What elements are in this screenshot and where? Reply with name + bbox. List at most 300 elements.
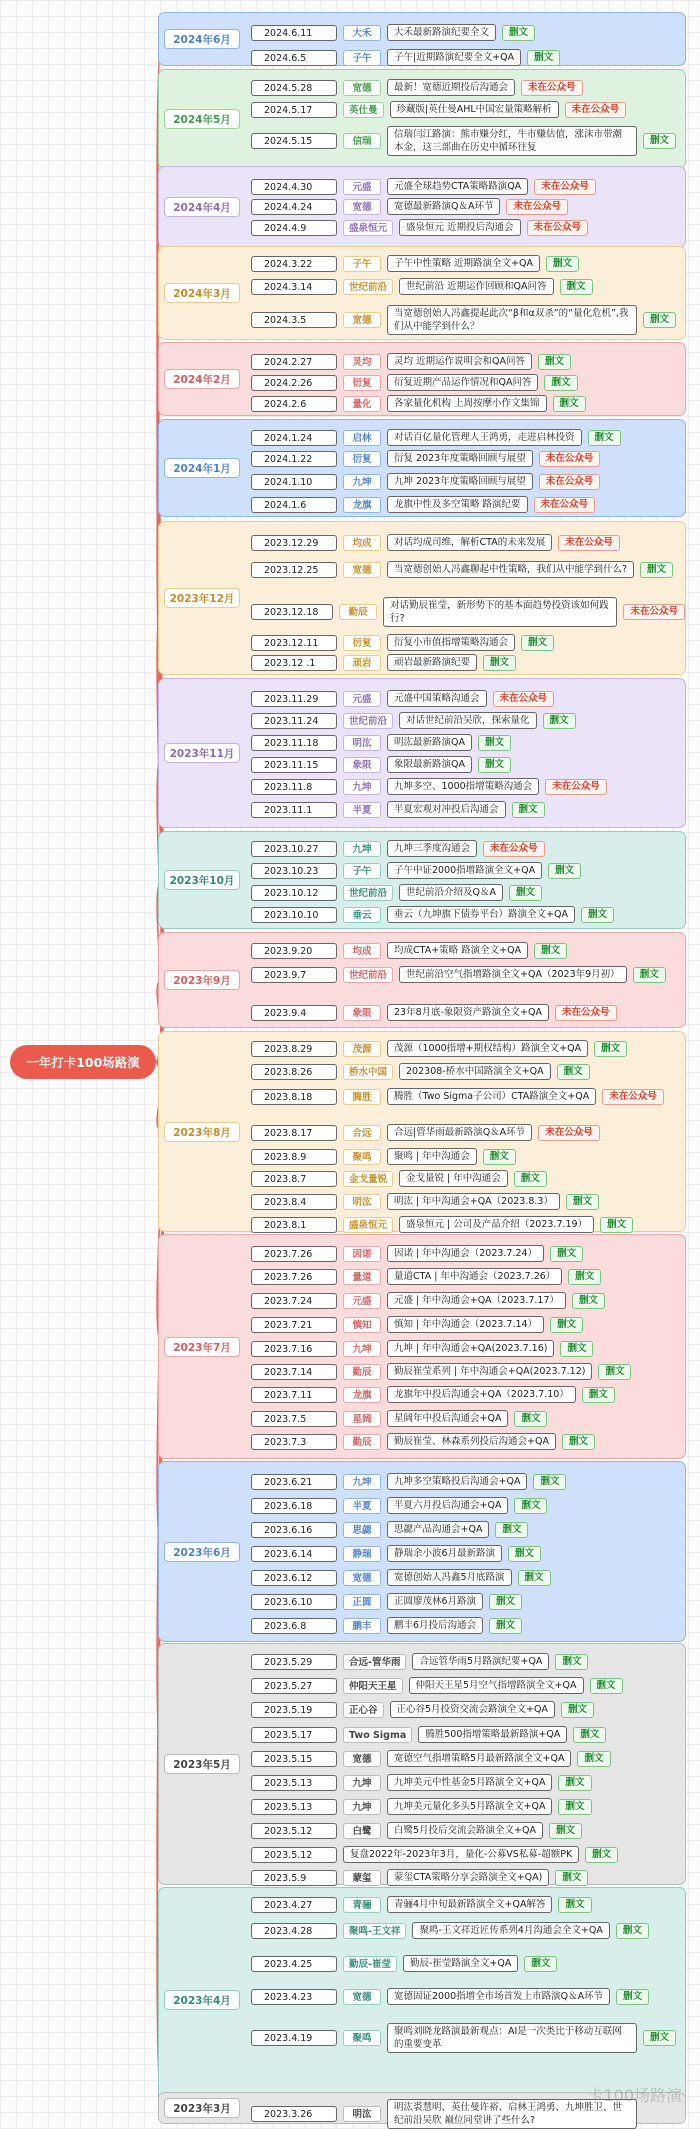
- roadshow-entry[interactable]: [251, 1193, 599, 1210]
- firm-tag: 子午: [343, 863, 381, 879]
- entry-date: 2023.8.29: [251, 1041, 337, 1057]
- entry-title[interactable]: 衍复小市值指增策略沟通会: [387, 634, 515, 651]
- month-label[interactable]: 2023年8月: [164, 1122, 240, 1142]
- entry-title[interactable]: 复盘2022年-2023年3月，量化-公募VS私募-超额PK: [343, 1846, 579, 1863]
- entry-title[interactable]: 九坤美元量化多头5月路演全文+QA: [387, 1798, 552, 1815]
- entry-date: 2024.5.28: [251, 80, 337, 96]
- entry-title[interactable]: 衍复近期产品运作情况和QA问答: [387, 374, 538, 391]
- entry-title[interactable]: 宽德固证2000指增全市场首发上市路演Q＆A环节: [387, 1988, 610, 2005]
- entry-date: 2023.5.27: [251, 1678, 337, 1694]
- entry-title[interactable]: 勤辰崔莹、林森系列投后沟通会+QA: [387, 1433, 556, 1450]
- entry-title[interactable]: 衍复 2023年度策略回顾与展望: [387, 450, 533, 467]
- entry-title[interactable]: 聚鸣-王文祥近匠传系列4月沟通会全文+QA: [412, 1922, 609, 1939]
- month-label[interactable]: 2023年7月: [164, 1337, 240, 1357]
- status-badge: 删文: [489, 1618, 522, 1634]
- entry-date: 2024.2.26: [251, 375, 337, 391]
- roadshow-entry[interactable]: [251, 634, 554, 651]
- month-label[interactable]: 2023年12月: [164, 588, 240, 608]
- entry-date: 2023.7.3: [251, 1434, 337, 1450]
- entry-date: 2023.7.26: [251, 1269, 337, 1285]
- firm-tag: 信瑞: [343, 133, 381, 149]
- roadshow-entry[interactable]: [251, 429, 621, 446]
- firm-tag: 垂云: [343, 907, 381, 923]
- roadshow-entry[interactable]: [251, 778, 607, 795]
- firm-tag: 世纪前沿: [343, 885, 393, 901]
- entry-title[interactable]: 大禾最新路演纪要全文: [387, 24, 496, 41]
- status-badge: 删文: [495, 1522, 528, 1538]
- status-badge: 删文: [555, 1870, 588, 1886]
- entry-date: 2023.8.1: [251, 1217, 337, 1233]
- status-badge: 删文: [598, 1364, 631, 1380]
- entry-date: 2024.1.6: [251, 497, 337, 513]
- month-group: [158, 932, 686, 1028]
- entry-date: 2024.3.5: [251, 312, 337, 328]
- firm-tag: 盛泉恒元: [343, 1217, 393, 1233]
- entry-date: 2024.3.22: [251, 256, 337, 272]
- entry-date: 2023.6.10: [251, 1594, 337, 1610]
- entry-date: 2023.12.18: [251, 604, 333, 620]
- status-badge: 删文: [549, 1823, 582, 1839]
- entry-title[interactable]: 腾胜500指增策略最新路演+QA: [418, 1726, 567, 1743]
- status-badge: 删文: [548, 863, 581, 879]
- entry-title[interactable]: 对话百亿量化管理人王鸿勇，走进启林投资: [387, 429, 582, 446]
- entry-date: 2023.12.11: [251, 635, 337, 651]
- entry-date: 2024.2.27: [251, 354, 337, 370]
- entry-date: 2023.5.13: [251, 1775, 337, 1791]
- firm-tag: 衍复: [343, 635, 381, 651]
- roadshow-entry[interactable]: [251, 395, 586, 412]
- month-label[interactable]: 2023年5月: [164, 1754, 240, 1774]
- status-badge: 删文: [508, 1546, 541, 1562]
- roadshow-entry[interactable]: [251, 496, 595, 513]
- status-badge: 未在公众号: [539, 474, 601, 490]
- entry-title[interactable]: 元盛全球趋势CTA策略路演QA: [387, 178, 528, 195]
- roadshow-entry[interactable]: [251, 1896, 592, 1913]
- entry-title[interactable]: 勤辰-崔莹路演全文+QA: [403, 1955, 518, 1972]
- entry-title[interactable]: 正圆廖茂林6月路演: [387, 1593, 483, 1610]
- entry-title[interactable]: 慎知 | 年中沟通会（2023.7.14）: [387, 1316, 544, 1333]
- entry-title[interactable]: 九坤多空、1000指增策略沟通会: [387, 778, 539, 795]
- entry-title[interactable]: 世纪前沿空气指增路演全文+QA（2023年9月初）: [399, 966, 627, 983]
- entry-date: 2023.8.18: [251, 1089, 337, 1105]
- firm-tag: 因诺: [343, 1246, 381, 1262]
- roadshow-entry[interactable]: [251, 597, 685, 627]
- entry-date: 2023.3.26: [251, 2106, 337, 2122]
- entry-title[interactable]: 对话勤辰崔莹，新形势下的基本面趋势投资该如何践行?: [383, 597, 617, 627]
- status-badge: 未在公众号: [555, 1005, 617, 1021]
- entry-date: 2023.12.29: [251, 535, 337, 551]
- roadshow-entry[interactable]: [251, 79, 583, 96]
- entry-title[interactable]: 合远|管华雨最新路演Q＆A环节: [387, 1124, 532, 1141]
- entry-title[interactable]: 当宽德创始人冯鑫聊起中性策略，我们从中能学到什么?: [387, 561, 634, 578]
- firm-tag: 灵均: [343, 354, 381, 370]
- status-badge: 删文: [616, 1923, 649, 1939]
- firm-tag: 金戈量锐: [343, 1171, 393, 1187]
- entry-title[interactable]: 元盛 | 年中沟通会+QA（2023.7.17）: [387, 1292, 566, 1309]
- firm-tag: 白鹭: [343, 1823, 381, 1839]
- entry-date: 2023.8.4: [251, 1194, 337, 1210]
- roadshow-entry[interactable]: [251, 862, 581, 879]
- firm-tag: 蒙玺: [343, 1870, 381, 1886]
- status-badge: 未在公众号: [493, 691, 555, 707]
- entry-title[interactable]: 盛泉恒元 | 公司及产品介绍（2023.7.19）: [399, 1216, 594, 1233]
- entry-title[interactable]: 半夏六月投后沟通会+QA: [387, 1497, 508, 1514]
- roadshow-entry[interactable]: [251, 1170, 547, 1187]
- entry-date: 2024.5.17: [251, 102, 337, 118]
- entry-title[interactable]: 量道CTA | 年中沟通会（2023.7.26）: [387, 1268, 562, 1285]
- entry-title[interactable]: 星阔年中投后沟通会+QA: [387, 1410, 508, 1427]
- entry-title[interactable]: 勤辰崔莹系列 | 年中沟通会+QA(2023.7.12): [387, 1363, 592, 1380]
- entry-date: 2024.4.30: [251, 179, 337, 195]
- entry-date: 2023.9.20: [251, 943, 337, 959]
- entry-date: 2023.11.1: [251, 802, 337, 818]
- roadshow-entry[interactable]: [251, 2099, 637, 2129]
- roadshow-entry[interactable]: [251, 1701, 594, 1718]
- entry-title[interactable]: 珍藏版|英仕曼AHL中国宏量策略解析: [390, 101, 559, 118]
- entry-date: 2023.10.27: [251, 841, 337, 857]
- entry-title[interactable]: 对话世纪前沿吴欣，探索量化: [399, 712, 537, 729]
- roadshow-entry[interactable]: [251, 1245, 583, 1262]
- status-badge: 未在公众号: [538, 1125, 600, 1141]
- entry-date: 2023.7.5: [251, 1411, 337, 1427]
- month-label[interactable]: 2023年9月: [164, 970, 240, 990]
- entry-title[interactable]: 子午中性策略 近期路演全文+QA: [387, 255, 540, 272]
- roadshow-entry[interactable]: [251, 374, 578, 391]
- entry-date: 2023.7.16: [251, 1341, 337, 1357]
- roadshow-entry[interactable]: [251, 840, 545, 857]
- roadshow-entry[interactable]: [251, 1922, 649, 1939]
- entry-title[interactable]: 均成CTA+策略 路演全文+QA: [387, 942, 528, 959]
- status-badge: 删文: [533, 1474, 566, 1490]
- roadshow-entry[interactable]: [251, 450, 600, 467]
- entry-title[interactable]: 蒙玺CTA策略分享会路演全文+QA): [387, 1869, 549, 1886]
- entry-title[interactable]: 聚鸣 | 年中沟通会: [387, 1148, 477, 1165]
- firm-tag: Two Sigma: [343, 1727, 412, 1743]
- roadshow-entry[interactable]: [251, 734, 511, 751]
- roadshow-entry[interactable]: [251, 906, 614, 923]
- roadshow-entry[interactable]: [251, 101, 626, 118]
- status-badge: 删文: [555, 1654, 588, 1670]
- roadshow-entry[interactable]: [251, 756, 511, 773]
- status-badge: 删文: [585, 1847, 618, 1863]
- entry-title[interactable]: 静瑞余小波6月最新路演: [387, 1545, 502, 1562]
- status-badge: 删文: [616, 1989, 649, 2005]
- firm-tag: 聚鸣: [343, 2030, 381, 2046]
- entry-date: 2023.7.24: [251, 1293, 337, 1309]
- roadshow-entry[interactable]: [251, 942, 567, 959]
- roadshow-entry[interactable]: [251, 278, 593, 295]
- roadshow-entry[interactable]: [251, 126, 676, 156]
- entry-title[interactable]: 鹏丰6月投后沟通会: [387, 1617, 483, 1634]
- roadshow-entry[interactable]: [251, 1088, 664, 1105]
- entry-title[interactable]: 金戈量锐 | 年中沟通会: [399, 1170, 508, 1187]
- roadshow-entry[interactable]: [251, 884, 542, 901]
- firm-tag: 九坤: [343, 1799, 381, 1815]
- entry-title[interactable]: 盛泉恒元 近期投后沟通会: [399, 219, 521, 236]
- status-badge: 未在公众号: [545, 779, 607, 795]
- entry-title[interactable]: 九坤美元中性基金5月路演全文+QA: [387, 1774, 552, 1791]
- roadshow-entry[interactable]: [251, 712, 576, 729]
- entry-date: 2023.11.18: [251, 735, 337, 751]
- entry-date: 2023.5.9: [251, 1870, 337, 1886]
- entry-title[interactable]: 23年8月底-象限资产路演全文+QA: [387, 1004, 549, 1021]
- entry-title[interactable]: 九坤多空策略投后沟通会+QA: [387, 1473, 527, 1490]
- entry-date: 2024.6.5: [251, 50, 337, 66]
- entry-title[interactable]: 子午|近期路演纪要全文+QA: [387, 49, 521, 66]
- entry-title[interactable]: 垂云（九坤旗下债券平台）路演全文+QA: [387, 906, 575, 923]
- roadshow-entry[interactable]: [251, 473, 600, 490]
- month-label[interactable]: 2024年5月: [164, 109, 240, 129]
- roadshow-entry[interactable]: [251, 1292, 605, 1309]
- entry-date: 2023.9.4: [251, 1005, 337, 1021]
- firm-tag: 宽德: [343, 1570, 381, 1586]
- status-badge: 删文: [562, 1434, 595, 1450]
- entry-date: 2024.2.6: [251, 396, 337, 412]
- roadshow-entry[interactable]: [251, 1340, 593, 1357]
- roadshow-entry[interactable]: [251, 561, 673, 578]
- roadshow-entry[interactable]: [251, 1316, 583, 1333]
- firm-tag: 元盛: [343, 179, 381, 195]
- entry-title[interactable]: 茂源（1000指增+期权结构）路演全文+QA: [387, 1040, 588, 1057]
- entry-title[interactable]: 子午中证2000指增路演全文+QA: [387, 862, 542, 879]
- roadshow-entry[interactable]: [251, 1774, 592, 1791]
- status-badge: 删文: [558, 1775, 591, 1791]
- month-label[interactable]: 2023年10月: [164, 870, 240, 890]
- status-badge: 删文: [594, 1041, 627, 1057]
- month-group: [158, 1887, 686, 2113]
- entry-date: 2023.11.15: [251, 757, 337, 773]
- entry-title[interactable]: 因诺 | 年中沟通会（2023.7.24）: [387, 1245, 544, 1262]
- roadshow-entry[interactable]: [251, 1433, 595, 1450]
- entry-date: 2024.4.9: [251, 220, 337, 236]
- roadshow-entry[interactable]: [251, 305, 676, 335]
- entry-title[interactable]: 最新！宽德近期投后沟通会: [387, 79, 515, 96]
- entry-title[interactable]: 世纪前沿 近期运作回顾和QA问答: [399, 278, 554, 295]
- month-label[interactable]: 2023年3月: [164, 2098, 240, 2118]
- month-group: [158, 678, 686, 828]
- roadshow-entry[interactable]: [251, 1473, 566, 1490]
- roadshow-entry[interactable]: [251, 1593, 522, 1610]
- entry-title[interactable]: 龙旗年中投后沟通会+QA（2023.7.10）: [387, 1386, 576, 1403]
- firm-tag: 宽德: [343, 1989, 381, 2005]
- status-badge: 删文: [560, 1341, 593, 1357]
- roadshow-entry[interactable]: [251, 1497, 547, 1514]
- firm-tag: 启林: [343, 430, 381, 446]
- roadshow-entry[interactable]: [251, 1268, 601, 1285]
- firm-tag: 九坤: [343, 474, 381, 490]
- firm-tag: 顽岩: [343, 655, 381, 671]
- status-badge: 未在公众号: [521, 80, 583, 96]
- entry-title[interactable]: 象限最新路演QA: [387, 756, 472, 773]
- entry-title[interactable]: 明汯裘慧明、英仕曼许裕、启林王鸿勇、九坤胜卫、世纪前沿吴欣 巅位同堂讲了些什么?: [387, 2099, 637, 2129]
- roadshow-entry[interactable]: [251, 1569, 551, 1586]
- roadshow-entry[interactable]: [251, 49, 560, 66]
- entry-title[interactable]: 世纪前沿介绍及Q＆A: [399, 884, 503, 901]
- firm-tag: 量道: [343, 1269, 381, 1285]
- roadshow-entry[interactable]: [251, 1869, 588, 1886]
- entry-date: 2023.8.26: [251, 1064, 337, 1080]
- roadshow-entry[interactable]: [251, 24, 535, 41]
- status-badge: 删文: [509, 885, 542, 901]
- entry-title[interactable]: 明汯 | 年中沟通会+QA（2023.8.3）: [387, 1193, 560, 1210]
- roadshow-entry[interactable]: [251, 1521, 528, 1538]
- roadshow-entry[interactable]: [251, 353, 571, 370]
- entry-title[interactable]: 元盛中国策略沟通会: [387, 690, 487, 707]
- firm-tag: 腾胜: [343, 1089, 381, 1105]
- entry-title[interactable]: 九坤 | 年中沟通会+QA(2023.7.16): [387, 1340, 554, 1357]
- entry-date: 2024.5.15: [251, 133, 337, 149]
- entry-title[interactable]: 宽德创始人冯鑫5月底路演: [387, 1569, 512, 1586]
- month-label[interactable]: 2024年1月: [164, 458, 240, 478]
- firm-tag: 元盛: [343, 691, 381, 707]
- entry-date: 2023.4.19: [251, 2030, 337, 2046]
- month-label[interactable]: 2023年4月: [164, 1990, 240, 2010]
- status-badge: 删文: [633, 967, 666, 983]
- entry-date: 2023.5.12: [251, 1847, 337, 1863]
- entry-date: 2023.5.19: [251, 1702, 337, 1718]
- roadshow-entry[interactable]: [251, 1653, 588, 1670]
- month-label[interactable]: 2024年3月: [164, 283, 240, 303]
- entry-title[interactable]: 各家量化机构 上周按摩小作文集锦: [387, 395, 547, 412]
- entry-date: 2023.4.28: [251, 1923, 337, 1939]
- firm-tag: 九坤: [343, 779, 381, 795]
- firm-tag: 宽德: [343, 80, 381, 96]
- roadshow-entry[interactable]: [251, 1410, 547, 1427]
- status-badge: 未在公众号: [534, 497, 596, 513]
- entry-title[interactable]: 聚鸣刘晓龙路演最新观点：AI是一次类比于移动互联网的重要变革: [387, 2023, 637, 2053]
- entry-title[interactable]: 仲阳天王星5月空气指增路演全文+QA: [409, 1677, 584, 1694]
- firm-tag: 仲阳天王星: [343, 1678, 403, 1694]
- status-badge: 删文: [538, 354, 571, 370]
- roadshow-entry[interactable]: [251, 1846, 618, 1863]
- entry-title[interactable]: 九坤 2023年度策略回顾与展望: [387, 473, 533, 490]
- roadshow-entry[interactable]: [251, 1363, 631, 1380]
- roadshow-entry[interactable]: [251, 966, 666, 983]
- roadshow-entry[interactable]: [251, 219, 588, 236]
- entry-title[interactable]: 龙旗中性及多空策略 路演纪要: [387, 496, 528, 513]
- entry-title[interactable]: 青骊4月中旬最新路演全文+QA解答: [387, 1896, 552, 1913]
- entry-date: 2023.6.16: [251, 1522, 337, 1538]
- roadshow-entry[interactable]: [251, 1988, 649, 2005]
- entry-title[interactable]: 宽德最新路演Q＆A环节: [387, 198, 500, 215]
- status-badge: 删文: [557, 1064, 590, 1080]
- roadshow-entry[interactable]: [251, 198, 568, 215]
- status-badge: 未在公众号: [602, 1089, 664, 1105]
- month-group: [158, 342, 686, 416]
- roadshow-entry[interactable]: [251, 1750, 611, 1767]
- month-group: [158, 12, 686, 66]
- month-label[interactable]: 2024年6月: [164, 29, 240, 49]
- entry-title[interactable]: 思勰产品沟通会+QA: [387, 1521, 489, 1538]
- entry-title[interactable]: 九坤三季度沟通会: [387, 840, 477, 857]
- roadshow-entry[interactable]: [251, 1798, 592, 1815]
- firm-tag: 象限: [343, 757, 381, 773]
- month-group: [158, 419, 686, 517]
- entry-title[interactable]: 202308-桥水中国路演全文+QA: [399, 1063, 551, 1080]
- entry-title[interactable]: 对话均成司维，解析CTA的未来发展: [387, 534, 552, 551]
- firm-tag: 龙旗: [343, 497, 381, 513]
- status-badge: 删文: [550, 1317, 583, 1333]
- roadshow-entry[interactable]: [251, 1822, 582, 1839]
- status-badge: 未在公众号: [558, 535, 620, 551]
- firm-tag: 慎知: [343, 1317, 381, 1333]
- entry-date: 2023.8.7: [251, 1171, 337, 1187]
- entry-title[interactable]: 顽岩最新路演纪要: [387, 654, 477, 671]
- roadshow-entry[interactable]: [251, 534, 620, 551]
- entry-date: 2023.5.15: [251, 1751, 337, 1767]
- entry-title[interactable]: 宽德空气指增策略5月最新路演全文+QA: [387, 1750, 571, 1767]
- entry-title[interactable]: 白鹭5月投后交流会路演全文+QA: [387, 1822, 543, 1839]
- entry-date: 2024.4.24: [251, 199, 337, 215]
- roadshow-entry[interactable]: [251, 801, 545, 818]
- entry-title[interactable]: 当宽德创始人冯鑫提起此次“β和α双杀”的“量化危机”,我们从中能学到什么？: [387, 305, 637, 335]
- entry-date: 2024.6.11: [251, 25, 337, 41]
- roadshow-entry[interactable]: [251, 1148, 516, 1165]
- roadshow-entry[interactable]: [251, 690, 554, 707]
- firm-tag: 正心谷: [343, 1702, 384, 1718]
- month-label[interactable]: 2024年4月: [164, 197, 240, 217]
- month-label[interactable]: 2023年6月: [164, 1542, 240, 1562]
- entry-title[interactable]: 正心谷5月投资交流会路演全文+QA: [390, 1701, 555, 1718]
- roadshow-entry[interactable]: [251, 1063, 590, 1080]
- entry-title[interactable]: 腾胜（Two Sigma子公司）CTA路演全文+QA: [387, 1088, 596, 1105]
- entry-title[interactable]: 合远管华雨5月路演纪要+QA: [412, 1653, 549, 1670]
- month-label[interactable]: 2024年2月: [164, 369, 240, 389]
- firm-tag: 衍复: [343, 375, 381, 391]
- status-badge: 未在公众号: [539, 451, 601, 467]
- month-group: [158, 246, 686, 340]
- roadshow-entry[interactable]: [251, 1040, 627, 1057]
- entry-date: 2023.7.26: [251, 1246, 337, 1262]
- entry-date: 2023.12 .1: [251, 655, 337, 671]
- roadshow-entry[interactable]: [251, 1386, 615, 1403]
- month-group: [158, 1461, 686, 1642]
- firm-tag: 世纪前沿: [343, 967, 393, 983]
- entry-date: 2023.7.14: [251, 1364, 337, 1380]
- roadshow-entry[interactable]: [251, 1124, 600, 1141]
- entry-date: 2023.4.25: [251, 1956, 337, 1972]
- roadshow-entry[interactable]: [251, 1545, 541, 1562]
- roadshow-entry[interactable]: [251, 1617, 522, 1634]
- status-badge: 删文: [478, 735, 511, 751]
- entry-date: 2023.7.11: [251, 1387, 337, 1403]
- status-badge: 删文: [558, 1799, 591, 1815]
- roadshow-entry[interactable]: [251, 178, 596, 195]
- status-badge: 删文: [640, 562, 673, 578]
- roadshow-entry[interactable]: [251, 1004, 617, 1021]
- status-badge: 删文: [514, 1498, 547, 1514]
- firm-tag: 宽德: [343, 199, 381, 215]
- entry-title[interactable]: 明汯最新路演QA: [387, 734, 472, 751]
- status-badge: 未在公众号: [623, 604, 685, 620]
- roadshow-entry[interactable]: [251, 255, 579, 272]
- status-badge: 未在公众号: [506, 199, 568, 215]
- roadshow-entry[interactable]: [251, 1955, 557, 1972]
- entry-title[interactable]: 信瑞闫江路演：熊市赚分红，牛市赚估值，涨沫市带潮本金，这三部曲在历史中循环往复: [387, 126, 637, 156]
- entry-title[interactable]: 灵均 近期运作说明会和QA问答: [387, 353, 532, 370]
- entry-title[interactable]: 半夏宏观对冲投后沟通会: [387, 801, 506, 818]
- roadshow-entry[interactable]: [251, 1216, 633, 1233]
- firm-tag: 勤辰-崔莹: [343, 1956, 397, 1972]
- status-badge: 删文: [483, 655, 516, 671]
- firm-tag: 合远: [343, 1125, 381, 1141]
- roadshow-entry[interactable]: [251, 654, 516, 671]
- roadshow-entry[interactable]: [251, 2023, 676, 2053]
- roadshow-entry[interactable]: [251, 1677, 623, 1694]
- roadshow-entry[interactable]: [251, 1726, 606, 1743]
- month-group: [158, 1643, 686, 1885]
- month-label[interactable]: 2023年11月: [164, 743, 240, 763]
